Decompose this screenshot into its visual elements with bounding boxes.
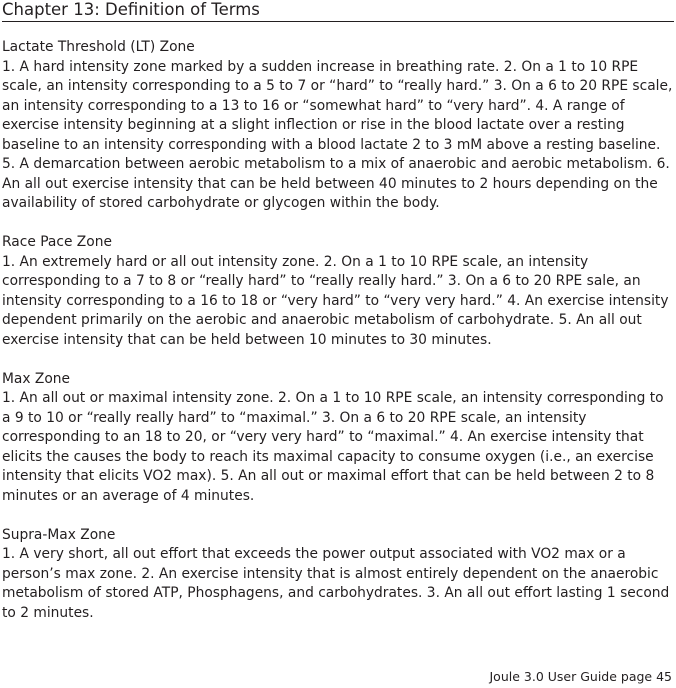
section-body: 1. An all out or maximal intensity zone. 2. On a 1 to 10 RPE scale, an intensity corresponding to a 9 to 10 or “really really hard” to “maximal.” 3. On a 6 to 20 RPE scale, an intensity corresponding to an 18 to 20, or “very very hard” to “maximal.” 4. An exercise intensity that elicits the causes the body to reach its maximal capacity to consume oxygen (i.e., an exercise intensity that elicits VO2 max). 5. An all out or maximal effort that can be held between 2 to 8 minutes or an average of 4 minutes.	[2, 390, 664, 504]
section-heading: Supra-Max Zone	[2, 526, 116, 543]
section-body: 1. A very short, all out effort that exceeds the power output associated with VO2 max or a person’s max zone. 2. An exercise intensity that is almost entirely dependent on the anaerobic metabolism of stored ATP, Phosphagens, and carbohydrates. 3. An all out effort lasting 1 second to 2 minutes.	[2, 546, 670, 621]
section-body: 1. A hard intensity zone marked by a sudden increase in breathing rate. 2. On a 1 to 10 RPE scale, an intensity corresponding to a 5 to 7 or “hard” to “really hard.” 3. On a 6 to 20 RPE scale, an intensity corresponding to a 13 to 16 or “somewhat hard” to “very hard”. 4. A range of exercise intensity beginning at a slight inflection or rise in the blood lactate over a resting baseline to an intensity corresponding with a blood lactate 2 to 3 mM above a resting baseline. 5. A demarcation between aerobic metabolism to a mix of anaerobic and aerobic metabolism. 6. An all out exercise intensity that can be held between 40 minutes to 2 hours depending on the availability of stored carbohydrate or glycogen within the body.	[2, 58, 673, 211]
section-supra-max-zone	[2, 526, 674, 624]
section-heading: Lactate Threshold (LT) Zone	[2, 39, 195, 55]
chapter-title: Chapter 13: Definition of Terms	[2, 0, 674, 22]
section-body: 1. An extremely hard or all out intensity zone. 2. On a 1 to 10 RPE scale, an intensity corresponding to a 7 to 8 or “really hard” to “really really hard.” 3. On a 6 to 20 RPE sale, an intensity corresponding to a 16 to 18 or “very hard” to “very very hard.” 4. An exercise intensity dependent primarily on the aerobic and anaerobic metabolism of carbohydrate. 5. An all out exercise intensity that can be held between 10 minutes to 30 minutes.	[2, 253, 669, 348]
section-lactate-threshold-zone	[2, 38, 674, 214]
section-max-zone	[2, 370, 674, 507]
section-heading: Max Zone	[2, 370, 71, 387]
section-race-pace-zone	[2, 233, 674, 350]
page-footer: Joule 3.0 User Guide page 45	[489, 669, 672, 684]
section-heading: Race Pace Zone	[2, 234, 112, 250]
definitions-content	[2, 38, 674, 623]
